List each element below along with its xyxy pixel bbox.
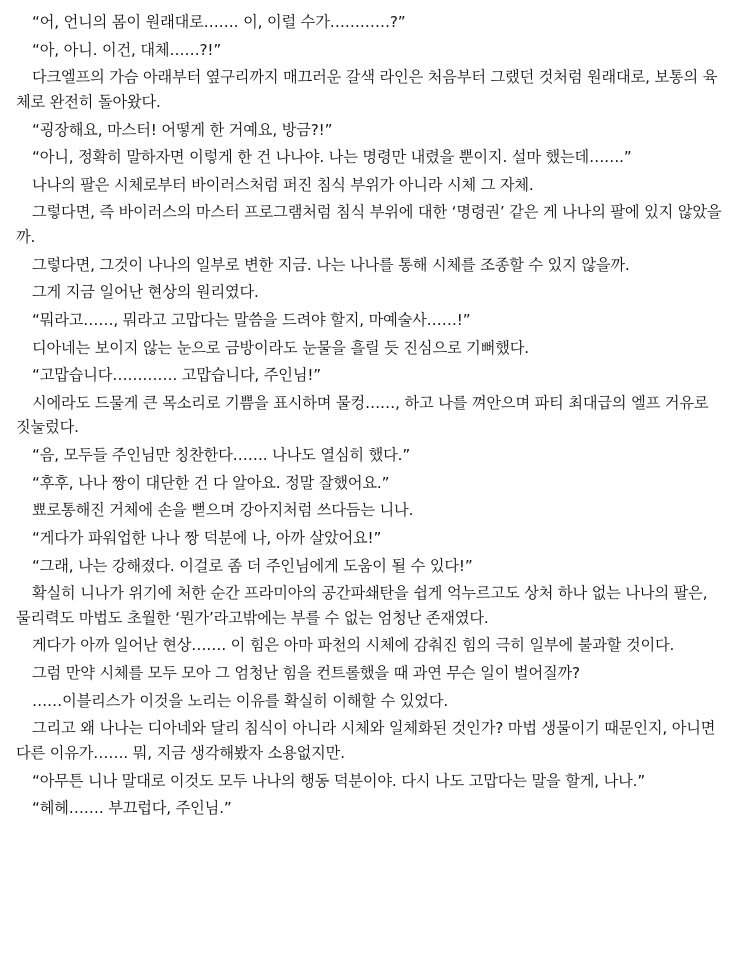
- paragraph: 확실히 니나가 위기에 처한 순간 프라미아의 공간파쇄탄을 쉽게 억누르고도 상처 하나 없는 나나의 팔은, 물리력도 마법도 초월한 ‘뭔가’라고밖에는 부를 수 없는 엄청난 존재였다.: [16, 584, 708, 627]
- paragraph: 그렇다면, 즉 바이러스의 마스터 프로그램처럼 침식 부위에 대한 ‘명령권’ 같은 게 나나의 팔에 있지 않았을까.: [16, 203, 722, 246]
- paragraph: 나나의 팔은 시체로부터 바이러스처럼 퍼진 침식 부위가 아니라 시체 그 자체.: [32, 175, 534, 194]
- paragraph: “헤헤……. 부끄럽다, 주인님.”: [32, 799, 232, 818]
- paragraph: 뾰로통해진 거체에 손을 뻗으며 강아지처럼 쓰다듬는 니나.: [32, 501, 414, 520]
- paragraph: 그게 지금 일어난 현상의 원리였다.: [32, 283, 259, 302]
- paragraph: “고맙습니다…………. 고맙습니다, 주인님!”: [32, 366, 322, 385]
- paragraph: “후후, 나나 짱이 대단한 건 다 알아요. 정말 잘했어요.”: [32, 473, 390, 492]
- paragraph: “굉장해요, 마스터! 어떻게 한 거예요, 방금?!”: [32, 120, 333, 139]
- paragraph: “아니, 정확히 말하자면 이렇게 한 건 나나야. 나는 명령만 내렸을 뿐이지. 설마 했는데…….”: [32, 148, 632, 167]
- paragraph: “그래, 나는 강해졌다. 이걸로 좀 더 주인님에게 도움이 될 수 있다!”: [32, 556, 473, 575]
- paragraph: 게다가 아까 일어난 현상……. 이 힘은 아마 파천의 시체에 감춰진 힘의 극히 일부에 불과할 것이다.: [32, 636, 675, 655]
- paragraph: 시에라도 드물게 큰 목소리로 기쁨을 표시하며 물컹……, 하고 나를 껴안으며 파티 최대급의 엘프 거유로 짓눌렀다.: [16, 393, 709, 437]
- paragraph: 그리고 왜 나나는 디아네와 달리 침식이 아니라 시체와 일체화된 것인가? 마법 생물이기 때문인지, 아니면 다른 이유가……. 뭐, 지금 생각해봤자 소용없지만.: [16, 719, 716, 762]
- paragraph: 그럼 만약 시체를 모두 모아 그 엄청난 힘을 컨트롤했을 때 과연 무슨 일이 벌어질까?: [32, 664, 580, 682]
- paragraph: “아무튼 니나 말대로 이것도 모두 나나의 행동 덕분이야. 다시 나도 고맙다는 말을 할게, 나나.”: [32, 771, 646, 790]
- paragraph: 다크엘프의 가슴 아래부터 옆구리까지 매끄러운 갈색 라인은 처음부터 그랬던 것처럼 원래대로, 보통의 육체로 완전히 돌아왔다.: [16, 68, 718, 111]
- paragraph: 디아네는 보이지 않는 눈으로 금방이라도 눈물을 흘릴 듯 진심으로 기뻐했다.: [32, 338, 529, 357]
- paragraph: ……이블리스가 이것을 노리는 이유를 확실히 이해할 수 있었다.: [32, 691, 449, 710]
- paragraph: “어, 언니의 몸이 원래대로……. 이, 이럴 수가…………?”: [32, 13, 406, 31]
- paragraph: “아, 아니. 이건, 대체……?!”: [32, 40, 222, 59]
- paragraph: “음, 모두들 주인님만 칭찬한다……. 나나도 열심히 했다.”: [32, 446, 411, 464]
- paragraph: “게다가 파워업한 나나 짱 덕분에 나, 아까 살았어요!”: [32, 528, 382, 547]
- paragraph: “뭐라고……, 뭐라고 고맙다는 말씀을 드려야 할지, 마예술사……!”: [32, 310, 471, 329]
- paragraph: 그렇다면, 그것이 나나의 일부로 변한 지금. 나는 나나를 통해 시체를 조종할 수 있지 않을까.: [32, 255, 630, 274]
